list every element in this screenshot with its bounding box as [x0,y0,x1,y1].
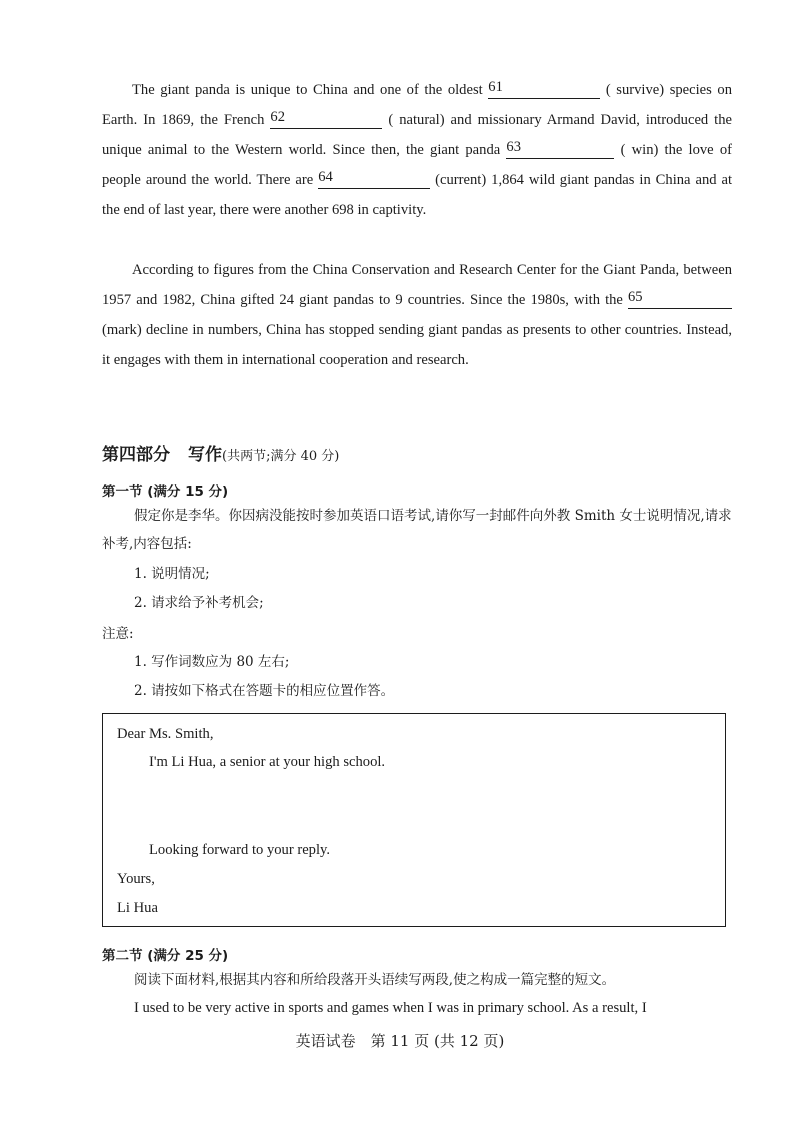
section-2-task: 阅读下面材料,根据其内容和所给段落开头语续写两段,使之构成一篇完整的短文。 [134,972,616,988]
letter-greeting: Dear Ms. Smith, [117,726,214,742]
blank-number: 65 [628,289,643,305]
passage-text: decline in numbers, China has stopped sending giant pandas as presents to other countries. Instead, it engages with them in international cooperation and research. [102,322,732,368]
blank-number: 61 [488,79,503,95]
blank-61[interactable] [488,79,600,99]
hint-word: ( natural) [388,112,445,128]
hint-word: (current) [435,172,487,188]
hint-word: ( win) [620,142,659,158]
part-heading [102,440,339,465]
blank-65[interactable] [628,289,732,309]
passage-text: The giant panda is unique to China and one of the oldest [132,82,483,98]
passage-paragraph-2 [102,255,732,375]
hint-word: (mark) [102,322,142,338]
letter-name: Li Hua [117,900,158,916]
blank-64[interactable] [318,169,430,189]
blank-number: 63 [506,139,521,155]
passage-paragraph-1 [102,75,732,225]
blank-number: 62 [270,109,285,125]
section-1-heading: 第一节 (满分 15 分) [102,484,229,500]
hint-word: ( survive) [605,82,665,98]
note-item-1: 1. 写作词数应为 80 左右; [134,654,290,670]
story-opening: I used to be very active in sports and games when I was in primary school. As a result, I [134,1000,647,1016]
letter-template-box [102,713,726,927]
section-2-heading: 第二节 (满分 25 分) [102,948,229,964]
part-name: 写作 [188,445,222,465]
passage-text: and missionary Armand David, introduced the unique animal to the Western world. Since then, the giant panda [102,112,733,158]
passage-text: According to figures from the China Conservation and Research Center for the Giant Panda, between 1957 and 1982, China gifted 24 giant pandas to 9 countries. Since the 1980s, with the [102,262,732,308]
note-label: 注意: [102,626,134,642]
page-footer: 英语试卷 第 11 页 (共 12 页) [295,1032,505,1050]
task-item-1: 1. 说明情况; [134,566,210,582]
letter-signoff: Yours, [117,871,155,887]
passage-text: 1,864 wild giant pandas in China and at the end of last year, there were another 698 in captivity. [102,172,733,218]
task-item-2: 2. 请求给予补考机会; [134,595,264,611]
blank-number: 64 [318,169,333,185]
passage-text: the love of people around the world. There are [102,142,732,188]
part-subtitle: (共两节;满分 40 分) [222,449,340,464]
part-title: 第四部分 [102,445,170,465]
note-item-2: 2. 请按如下格式在答题卡的相应位置作答。 [134,683,395,699]
section-1-task: 假定你是李华。你因病没能按时参加英语口语考试,请你写一封邮件向外教 Smith 女士说明情况,请求补考,内容包括: [102,508,732,552]
letter-intro: I'm Li Hua, a senior at your high school. [149,754,386,770]
letter-closing: Looking forward to your reply. [149,842,331,858]
blank-62[interactable] [270,109,382,129]
passage-text: species on Earth. In 1869, the French [102,82,732,128]
blank-63[interactable] [506,139,614,159]
